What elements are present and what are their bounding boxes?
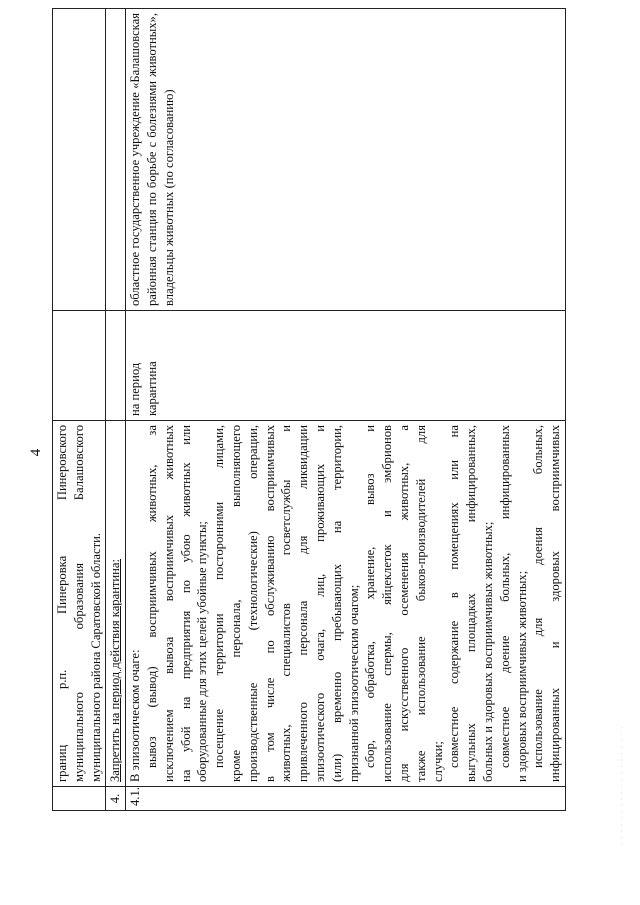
text-line: использование для доения больных,	[531, 425, 546, 768]
plan-table	[52, 8, 566, 811]
text-line: выгульных площадках инфицированных,	[464, 425, 479, 782]
text-line: больных и здоровых восприимчивых животных;	[480, 521, 495, 782]
responsible-cell	[106, 9, 126, 311]
text-line: признанной эпизоотическим очагом;	[346, 584, 361, 782]
page-number: 4	[28, 448, 44, 457]
paragraph	[530, 425, 564, 782]
section-number: 4.	[106, 787, 126, 811]
text-line: для искусственного осеменения животных, а	[396, 425, 411, 782]
text-line: эпизоотического очага, лиц, проживающих и	[312, 425, 327, 782]
text-line: (или) временно пребывающих на территории,	[329, 425, 344, 782]
text-line: муниципального образования Балашовского	[71, 425, 86, 782]
section-title: Запретить на период действия карантина:	[106, 421, 126, 787]
text-line: вывоз (вывод) восприимчивых животных, за	[144, 425, 159, 768]
text-line: производственные (технологические) операции,	[245, 425, 260, 782]
margin-stamp: · · · · · · · · · · · · · · · · · · ·	[618, 725, 626, 845]
text-line: посещение территории посторонними лицами,	[212, 425, 227, 768]
table-row	[126, 9, 566, 811]
text-line: на убой на предприятия по убою животных или	[178, 425, 193, 782]
paragraph	[144, 425, 211, 782]
text-line: сбор, обработка, хранение, вывоз и	[363, 425, 378, 768]
text-line: совместное содержание в помещениях или на	[447, 425, 462, 768]
text-line: также использование быков-производителей для	[413, 425, 428, 782]
intro-cell	[53, 421, 106, 787]
text-line: инфицированных и здоровых восприимчивых	[548, 425, 563, 782]
paragraph	[446, 425, 496, 782]
text-line: муниципального района Саратовской области.	[88, 533, 103, 782]
paragraph	[497, 425, 531, 782]
table-row	[106, 9, 126, 811]
item-heading: В эпизоотическом очаге:	[128, 649, 143, 782]
text-line: оборудованные для этих целей убойные пункты;	[195, 521, 210, 782]
term-cell	[106, 311, 126, 421]
paragraph	[211, 425, 362, 782]
paragraph	[362, 425, 446, 782]
text-line: исключением вывоза восприимчивых животных	[161, 425, 176, 782]
text-line: границ р.п. Пинеровка Пинеровского	[55, 425, 69, 782]
text-line: в том числе по обслуживанию восприимчивых	[262, 425, 277, 782]
responsible-cell: областное государственное учреждение «Балашовская районная станция по борьбе с болезнями животных», владельцы животных (по согласованию)	[126, 9, 566, 311]
text-line: животных, специалистов госветслужбы и	[279, 425, 294, 782]
text-line: совместное доение больных, инфицированных	[497, 425, 512, 768]
row-number-cell	[53, 787, 106, 811]
responsible-cell	[53, 9, 106, 311]
text-line: случки;	[430, 741, 445, 782]
text-line: использование спермы, яйцеклеток и эмбрионов	[380, 425, 395, 782]
table-row	[53, 9, 106, 811]
item-number: 4.1.	[126, 787, 566, 811]
measures-cell	[126, 421, 566, 787]
term-cell: на период карантина	[126, 311, 566, 421]
term-cell	[53, 311, 106, 421]
text-line: привлеченного персонала для ликвидации	[296, 425, 311, 782]
text-line: кроме персонала, выполняющего	[228, 425, 243, 782]
text-line: и здоровых восприимчивых животных;	[514, 570, 529, 782]
